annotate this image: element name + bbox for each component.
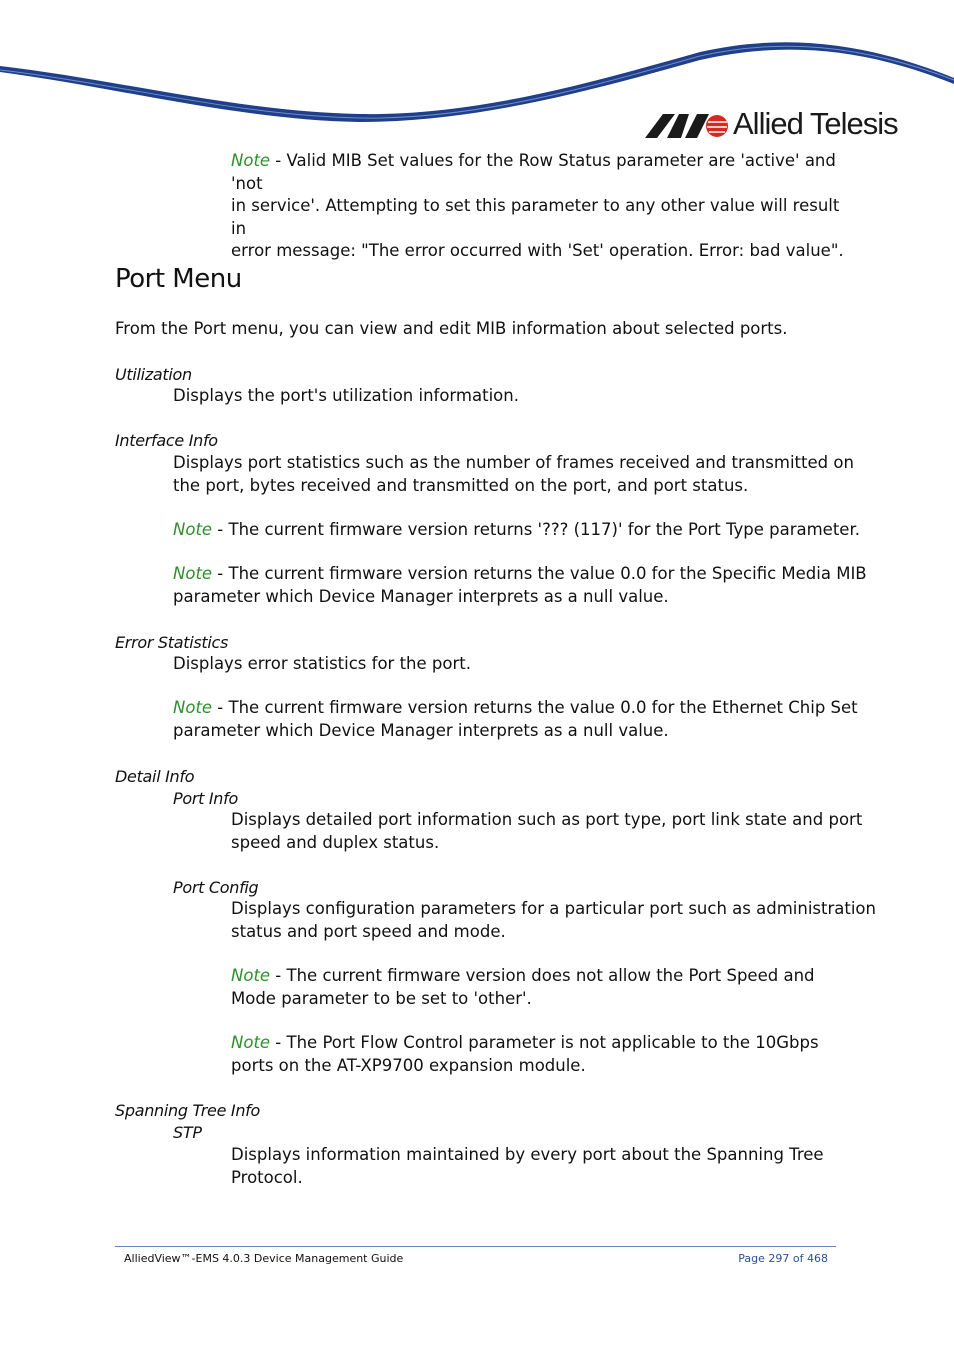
top-note-line: in service'. Attempting to set this parameter to any other value will result in <box>231 196 840 238</box>
port-config-note-1 <box>231 965 815 1010</box>
note-text: - The current firmware version returns '??? (117)' for the Port Type parameter. <box>212 520 860 539</box>
top-note <box>231 150 851 263</box>
desc-line: the port, bytes received and transmitted on the port, and port status. <box>173 475 749 495</box>
top-note-line: - Valid MIB Set values for the Row Status parameter are 'active' and 'not <box>231 151 836 193</box>
footer-divider <box>115 1246 836 1247</box>
note-text: - The current firmware version returns the value 0.0 for the Ethernet Chip Set <box>212 698 858 717</box>
interface-info-desc <box>173 452 854 497</box>
desc-line: Displays information maintained by every port about the Spanning Tree <box>231 1145 824 1164</box>
error-statistics-note <box>173 697 858 742</box>
port-info-desc <box>231 809 862 854</box>
note-label: Note <box>173 698 213 717</box>
desc-line: Displays detailed port information such as port type, port link state and port <box>231 810 863 829</box>
footer-page-number: Page 297 of 468 <box>738 1252 828 1265</box>
error-statistics-desc: Displays error statistics for the port. <box>173 654 471 673</box>
detail-info-label: Detail Info <box>115 767 195 786</box>
interface-info-label: Interface Info <box>115 431 218 450</box>
note-label: Note <box>231 1033 271 1052</box>
note-label: Note <box>173 520 213 539</box>
note-text: parameter which Device Manager interprets as a null value. <box>173 586 669 606</box>
footer-document-title: AlliedView™-EMS 4.0.3 Device Management Guide <box>124 1252 404 1265</box>
stp-desc <box>231 1144 824 1189</box>
utilization-label: Utilization <box>115 365 192 384</box>
note-label: Note <box>231 966 271 985</box>
interface-info-note-2 <box>173 563 867 608</box>
note-text: parameter which Device Manager interprets as a null value. <box>173 720 669 740</box>
spanning-tree-label: Spanning Tree Info <box>115 1101 260 1120</box>
note-text: ports on the AT-XP9700 expansion module. <box>231 1055 586 1075</box>
error-statistics-label: Error Statistics <box>115 633 229 652</box>
logo-mark-icon <box>645 112 729 140</box>
desc-line: Displays port statistics such as the number of frames received and transmitted on <box>173 453 854 472</box>
logo-text: Allied Telesis <box>733 106 898 141</box>
top-note-line: error message: "The error occurred with 'Set' operation. Error: bad value". <box>231 241 844 260</box>
port-config-label: Port Config <box>173 878 259 897</box>
company-logo <box>645 106 905 146</box>
desc-line: status and port speed and mode. <box>231 921 506 941</box>
desc-line: speed and duplex status. <box>231 832 440 852</box>
port-config-desc <box>231 898 876 943</box>
note-text: Mode parameter to be set to 'other'. <box>231 988 532 1008</box>
port-config-note-2 <box>231 1032 819 1077</box>
interface-info-note-1 <box>173 519 860 542</box>
note-label: Note <box>231 151 271 170</box>
stp-label: STP <box>173 1123 202 1142</box>
port-info-label: Port Info <box>173 789 238 808</box>
note-text: - The Port Flow Control parameter is not applicable to the 10Gbps <box>270 1033 819 1052</box>
section-title: Port Menu <box>115 264 242 294</box>
utilization-desc: Displays the port's utilization information. <box>173 386 519 405</box>
desc-line: Protocol. <box>231 1167 303 1187</box>
note-text: - The current firmware version does not allow the Port Speed and <box>270 966 815 985</box>
note-text: - The current firmware version returns the value 0.0 for the Specific Media MIB <box>212 564 867 583</box>
section-intro: From the Port menu, you can view and edit MIB information about selected ports. <box>115 319 788 338</box>
desc-line: Displays configuration parameters for a particular port such as administration <box>231 899 876 918</box>
note-label: Note <box>173 564 213 583</box>
